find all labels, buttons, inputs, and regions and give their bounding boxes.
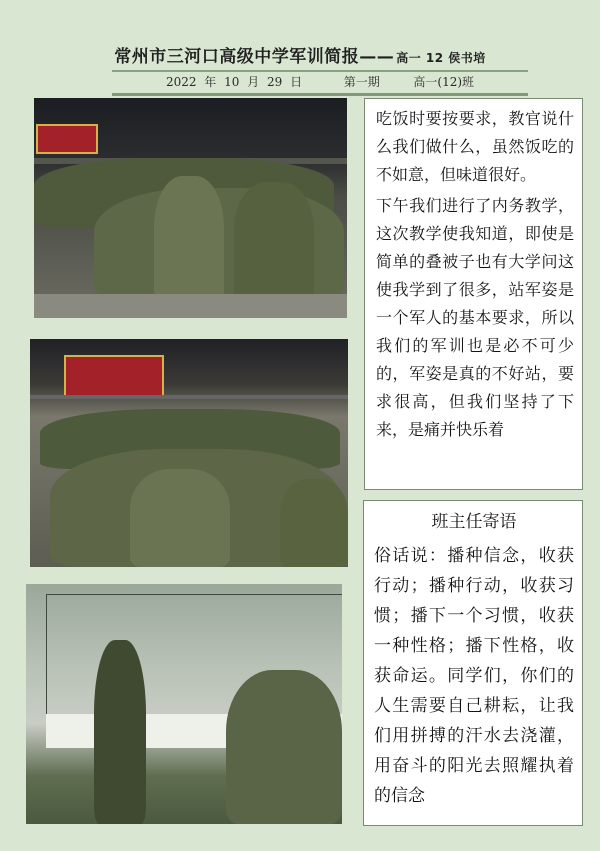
header-bottom-rule <box>112 93 528 96</box>
teacher-note-heading: 班主任寄语 <box>431 512 517 532</box>
teacher-note-box <box>363 500 583 826</box>
issue-info <box>112 73 528 90</box>
title-main: 常州市三河口高级中学军训简报—— <box>114 47 395 67</box>
teacher-note-body: 俗话说：播种信念，收获行动；播种行动，收获习惯；播下一个习惯，收获一种性格；播下性格，收获命运。同学们，你们的人生需要自己耕耘，让我们用拼搏的汗水去浇灌，用奋斗的阳光去照耀执着的信念 <box>374 546 574 806</box>
students-seated-writing-night-photo <box>34 98 347 318</box>
issue-number: 第一期 <box>343 75 380 89</box>
title-author: 高一 12 侯书培 <box>396 51 486 65</box>
stage-banner <box>64 355 164 399</box>
issue-date: 2022 年 10 月 29 日 <box>165 75 303 89</box>
article-box <box>364 98 583 490</box>
instructor-and-students-fence-photo <box>26 584 342 824</box>
instructor-figure <box>94 640 146 824</box>
article-paragraph: 下午我们进行了内务教学，这次教学使我知道，即使是简单的叠被子也有大学问这使我学到了很多，站军姿是一个军人的基本要求，所以我们的军训也是必不可少的，军姿是真的不好站，要求很高，但我们坚持了下来，是痛并快乐着 <box>376 196 574 439</box>
issue-class: 高一(12)班 <box>413 75 475 89</box>
stage-banner <box>36 124 98 154</box>
article-paragraph: 吃饭时要按要求，教官说什么我们做什么，虽然饭吃的不如意，但味道很好。 <box>376 109 574 184</box>
page-title <box>0 42 600 67</box>
students-seated-ground-assembly-photo <box>30 339 348 567</box>
students-figures <box>226 670 342 824</box>
